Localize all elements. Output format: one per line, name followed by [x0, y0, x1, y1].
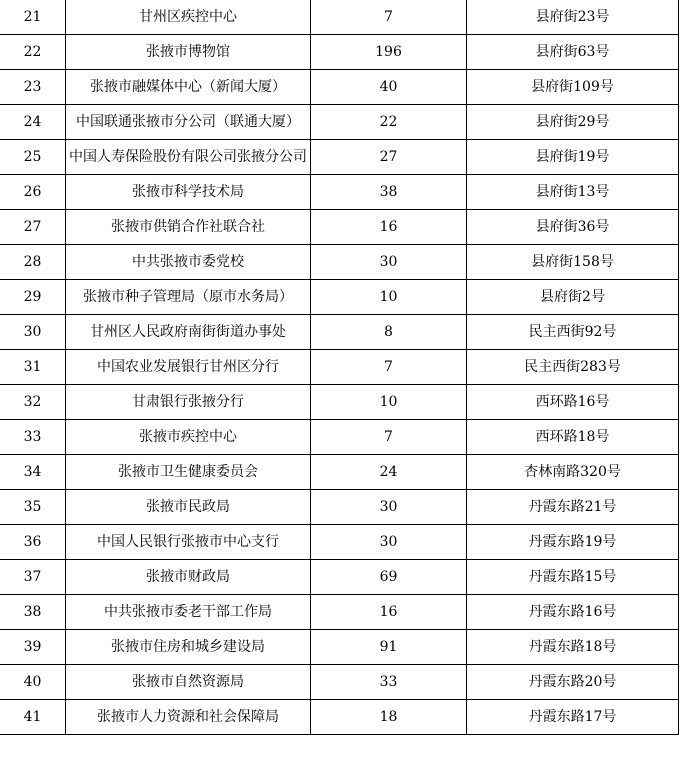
- table-row: [0, 315, 679, 350]
- unit-name: 张掖市科学技术局: [66, 175, 311, 210]
- unit-name: 张掖市种子管理局（原市水务局）: [66, 280, 311, 315]
- unit-name: 张掖市供销合作社联合社: [66, 210, 311, 245]
- count-value: 16: [311, 210, 467, 245]
- table-row: [0, 665, 679, 700]
- address: 县府街19号: [467, 140, 679, 175]
- table-row: [0, 490, 679, 525]
- count-value: 18: [311, 700, 467, 735]
- address: 县府街158号: [467, 245, 679, 280]
- count-value: 7: [311, 350, 467, 385]
- count-value: 91: [311, 630, 467, 665]
- table-row: [0, 105, 679, 140]
- row-number: 37: [0, 560, 66, 595]
- table-row: [0, 455, 679, 490]
- count-value: 33: [311, 665, 467, 700]
- address: 丹霞东路16号: [467, 595, 679, 630]
- count-value: 40: [311, 70, 467, 105]
- address: 丹霞东路15号: [467, 560, 679, 595]
- count-value: 7: [311, 420, 467, 455]
- address: 县府街36号: [467, 210, 679, 245]
- address: 丹霞东路21号: [467, 490, 679, 525]
- row-number: 33: [0, 420, 66, 455]
- address: 杏林南路320号: [467, 455, 679, 490]
- address: 民主西街283号: [467, 350, 679, 385]
- table-row: [0, 35, 679, 70]
- row-number: 21: [0, 0, 66, 35]
- table-row: [0, 280, 679, 315]
- count-value: 10: [311, 280, 467, 315]
- unit-name: 甘肃银行张掖分行: [66, 385, 311, 420]
- table-row: [0, 210, 679, 245]
- row-number: 26: [0, 175, 66, 210]
- table-row: [0, 175, 679, 210]
- unit-name: 张掖市自然资源局: [66, 665, 311, 700]
- count-value: 30: [311, 245, 467, 280]
- address: 西环路18号: [467, 420, 679, 455]
- row-number: 27: [0, 210, 66, 245]
- table-row: [0, 70, 679, 105]
- count-value: 38: [311, 175, 467, 210]
- row-number: 39: [0, 630, 66, 665]
- row-number: 40: [0, 665, 66, 700]
- row-number: 34: [0, 455, 66, 490]
- row-number: 36: [0, 525, 66, 560]
- row-number: 30: [0, 315, 66, 350]
- count-value: 30: [311, 490, 467, 525]
- address: 民主西街92号: [467, 315, 679, 350]
- address: 县府街29号: [467, 105, 679, 140]
- count-value: 10: [311, 385, 467, 420]
- address: 县府街63号: [467, 35, 679, 70]
- count-value: 27: [311, 140, 467, 175]
- row-number: 29: [0, 280, 66, 315]
- unit-name: 中国人民银行张掖市中心支行: [66, 525, 311, 560]
- count-value: 196: [311, 35, 467, 70]
- address: 县府街2号: [467, 280, 679, 315]
- row-number: 22: [0, 35, 66, 70]
- address: 丹霞东路17号: [467, 700, 679, 735]
- table-row: [0, 595, 679, 630]
- unit-name: 中国联通张掖市分公司（联通大厦）: [66, 105, 311, 140]
- row-number: 24: [0, 105, 66, 140]
- unit-name: 中共张掖市委党校: [66, 245, 311, 280]
- unit-name: 中国人寿保险股份有限公司张掖分公司: [66, 140, 311, 175]
- count-value: 30: [311, 525, 467, 560]
- unit-name: 张掖市博物馆: [66, 35, 311, 70]
- unit-name: 甘州区疾控中心: [66, 0, 311, 35]
- row-number: 23: [0, 70, 66, 105]
- table-row: [0, 385, 679, 420]
- row-number: 28: [0, 245, 66, 280]
- row-number: 31: [0, 350, 66, 385]
- table-row: [0, 0, 679, 35]
- table-row: [0, 630, 679, 665]
- unit-name: 张掖市卫生健康委员会: [66, 455, 311, 490]
- address: 西环路16号: [467, 385, 679, 420]
- address: 县府街109号: [467, 70, 679, 105]
- address: 县府街13号: [467, 175, 679, 210]
- address: 县府街23号: [467, 0, 679, 35]
- unit-name: 张掖市疾控中心: [66, 420, 311, 455]
- table-row: [0, 560, 679, 595]
- row-number: 35: [0, 490, 66, 525]
- row-number: 25: [0, 140, 66, 175]
- count-value: 69: [311, 560, 467, 595]
- table-row: [0, 700, 679, 735]
- count-value: 22: [311, 105, 467, 140]
- address: 丹霞东路18号: [467, 630, 679, 665]
- unit-name: 甘州区人民政府南街街道办事处: [66, 315, 311, 350]
- address: 丹霞东路20号: [467, 665, 679, 700]
- count-value: 16: [311, 595, 467, 630]
- row-number: 32: [0, 385, 66, 420]
- row-number: 38: [0, 595, 66, 630]
- table-row: [0, 420, 679, 455]
- unit-name: 张掖市人力资源和社会保障局: [66, 700, 311, 735]
- unit-name: 张掖市民政局: [66, 490, 311, 525]
- count-value: 8: [311, 315, 467, 350]
- row-number: 41: [0, 700, 66, 735]
- table-row: [0, 350, 679, 385]
- unit-name: 中国农业发展银行甘州区分行: [66, 350, 311, 385]
- count-value: 24: [311, 455, 467, 490]
- address: 丹霞东路19号: [467, 525, 679, 560]
- unit-name: 张掖市财政局: [66, 560, 311, 595]
- unit-name: 张掖市融媒体中心（新闻大厦）: [66, 70, 311, 105]
- unit-name: 张掖市住房和城乡建设局: [66, 630, 311, 665]
- unit-name: 中共张掖市委老干部工作局: [66, 595, 311, 630]
- table-row: [0, 245, 679, 280]
- table-row: [0, 140, 679, 175]
- table-row: [0, 525, 679, 560]
- count-value: 7: [311, 0, 467, 35]
